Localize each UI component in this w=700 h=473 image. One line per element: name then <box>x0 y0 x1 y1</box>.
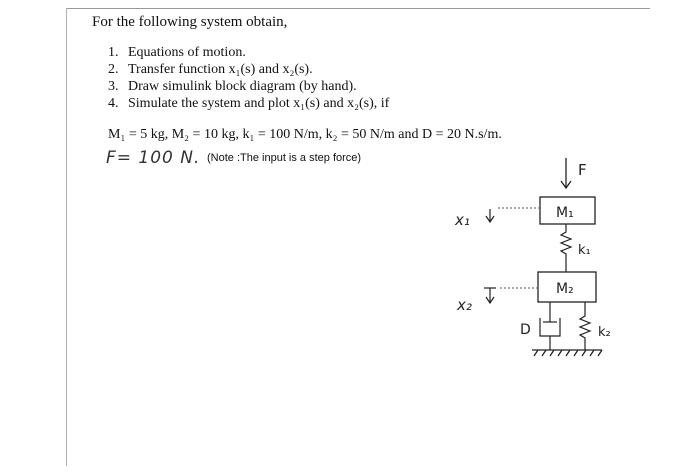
system-parameters: M₁ = 5 kg, M₂ = 10 kg, k₁ = 100 N/m, k₂ = 50 N/m and D = 20 N.s/m. <box>108 127 502 142</box>
spring2 <box>580 302 590 350</box>
task-item: 4. Simulate the system and plot x₁(s) and x₂(s), if <box>108 96 390 111</box>
damper-label: D <box>520 322 531 338</box>
spring2-label: k₂ <box>598 325 611 340</box>
force-arrow <box>561 158 571 188</box>
spring1 <box>561 224 571 272</box>
damper <box>540 302 560 350</box>
x2-arrow <box>484 288 496 303</box>
handwritten-force: F= 100 N. <box>106 148 201 168</box>
task-item: 3. Draw simulink block diagram (by hand). <box>108 79 357 94</box>
mass-spring-damper-diagram <box>440 150 620 365</box>
x1-arrow <box>486 209 494 222</box>
x1-label: x₁ <box>455 211 470 229</box>
problem-intro: For the following system obtain, <box>92 14 288 30</box>
ground <box>532 350 602 356</box>
mass1-label: M₁ <box>556 205 574 221</box>
spring1-label: k₁ <box>578 243 591 258</box>
left-edge-line <box>66 8 67 466</box>
force-label: F <box>578 161 587 179</box>
mass2-label: M₂ <box>556 281 574 297</box>
top-rule <box>66 8 650 9</box>
task-item: 1. Equations of motion. <box>108 45 246 60</box>
step-force-note: (Note :The input is a step force) <box>207 152 362 164</box>
x2-label: x₂ <box>457 296 472 314</box>
task-item: 2. Transfer function x₁(s) and x₂(s). <box>108 62 313 77</box>
task-list <box>108 44 389 112</box>
